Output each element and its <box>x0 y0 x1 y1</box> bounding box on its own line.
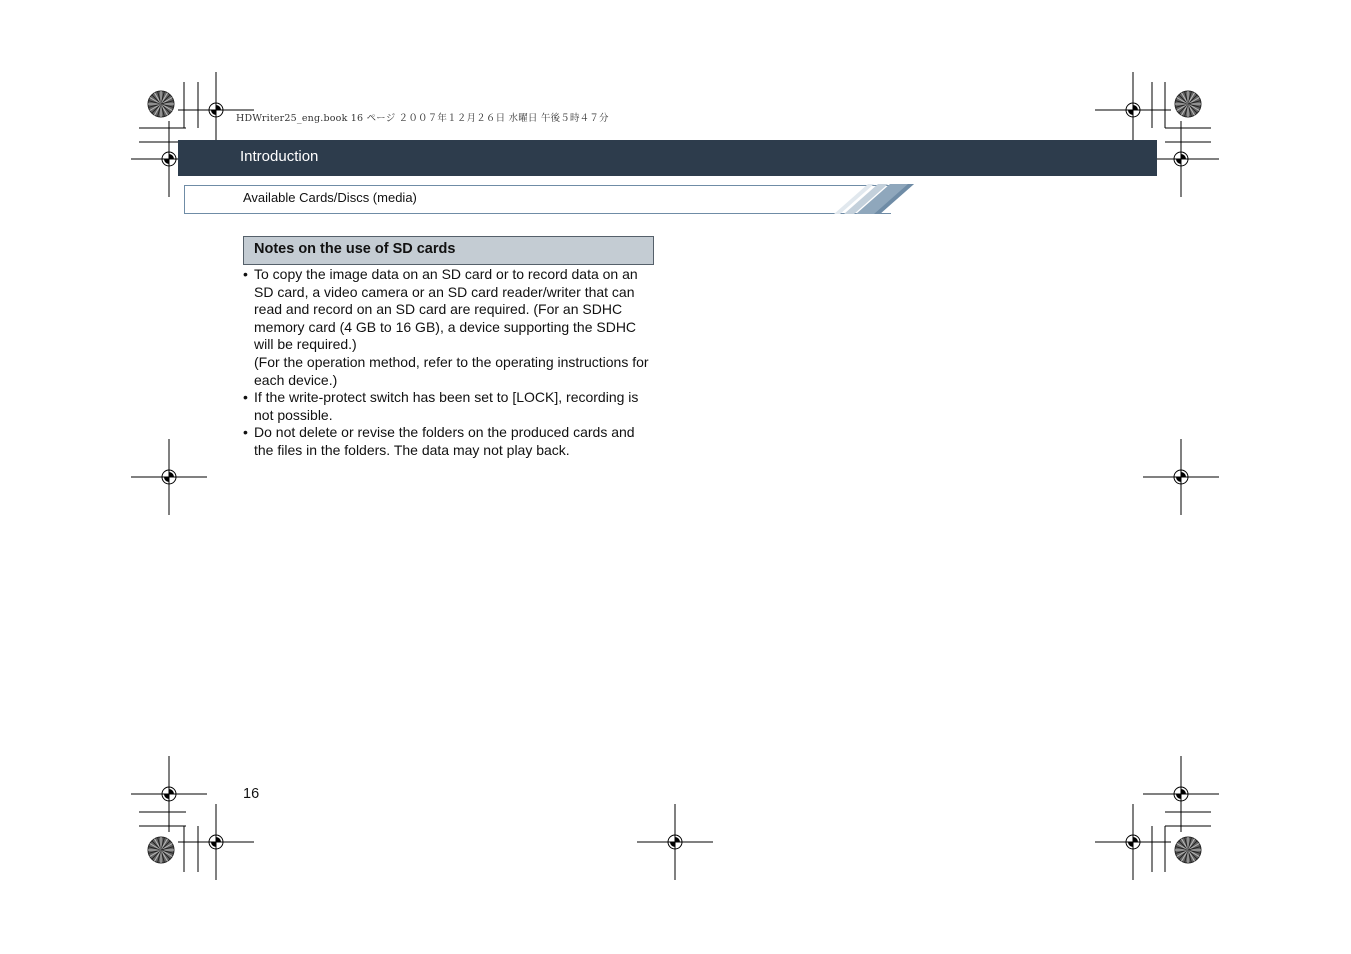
registration-target-icon <box>131 756 207 832</box>
notes-list <box>243 266 655 460</box>
list-item <box>243 389 655 424</box>
registration-starburst-icon <box>148 837 174 863</box>
print-header: HDWriter25_eng.book 16 ページ ２００７年１２月２６日 水曜日 午後５時４７分 <box>236 113 609 124</box>
list-item-text: • If the write-protect switch has been set to [LOCK], recording is not possible. <box>254 389 639 423</box>
registration-starburst-icon <box>1175 837 1201 863</box>
subsection-title: Available Cards/Discs (media) <box>243 190 417 205</box>
notes-heading-box <box>243 236 654 265</box>
registration-target-icon <box>178 804 254 880</box>
registration-target-icon <box>1143 756 1219 832</box>
list-item-text-continued: (For the operation method, refer to the operating instructions for each device.) <box>254 353 649 388</box>
registration-starburst-icon <box>1175 91 1201 117</box>
registration-starburst-icon <box>148 91 174 117</box>
registration-target-icon <box>1095 72 1171 148</box>
section-header-bar <box>178 140 1157 176</box>
registration-target-icon <box>1143 439 1219 515</box>
registration-target-icon <box>637 804 713 880</box>
section-title: Introduction <box>240 148 319 165</box>
registration-target-icon <box>1095 804 1171 880</box>
list-item-text: • Do not delete or revise the folders on the produced cards and the files in the folders. The data may not play back. <box>254 424 635 458</box>
list-item-text: • To copy the image data on an SD card or to record data on an SD card, a video camera or an SD card reader/writer that can read and record on an SD card are required. (For an SDHC memory card (4 GB to 16 GB), a device supporting the SDHC will be required.) <box>254 266 638 353</box>
registration-target-icon <box>131 439 207 515</box>
subsection-header <box>184 185 891 214</box>
notes-heading: Notes on the use of SD cards <box>254 241 456 257</box>
subsection-stripe-decoration <box>830 184 914 216</box>
list-item <box>243 424 655 459</box>
list-item <box>243 266 655 389</box>
page-number: 16 <box>243 786 260 802</box>
